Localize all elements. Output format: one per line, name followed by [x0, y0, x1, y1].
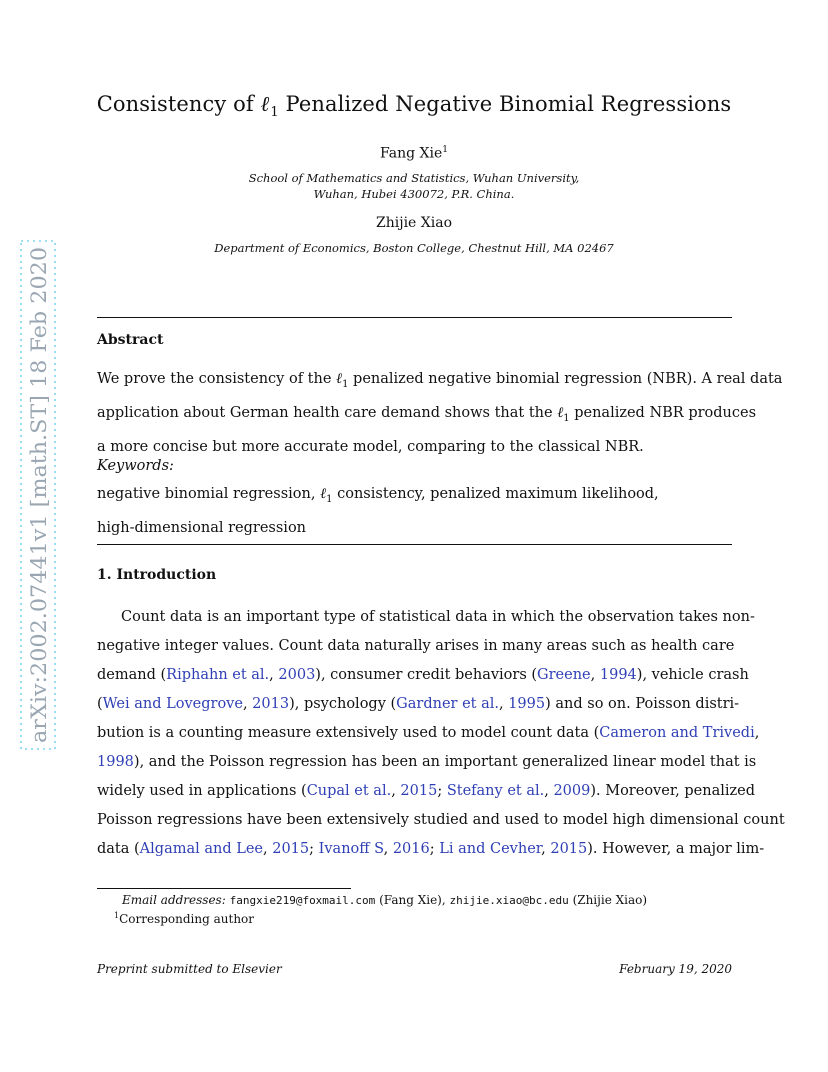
paragraph-text: ,	[263, 841, 273, 857]
citation-link[interactable]: 1998	[97, 754, 134, 770]
citation-link[interactable]: Li and Cevher	[439, 841, 542, 857]
footer-preprint-note: Preprint submitted to Elsevier	[97, 962, 282, 976]
paper-title: Consistency of ℓ$_1$ Penalized Negative Binomial Regressions	[96, 92, 732, 120]
abstract-top-rule	[97, 317, 732, 318]
citation-link[interactable]: 2003	[278, 667, 316, 683]
citation-link[interactable]: 1994	[599, 667, 637, 683]
paragraph-text: Count data is an important type of statistical data in which the observation takes non-	[121, 609, 755, 625]
author-name: Fang Xie$^1$	[379, 145, 448, 162]
paragraph-text: ) and so on. Poisson distri-	[545, 696, 740, 712]
abstract-text: We prove the consistency of the ℓ$_1$ penalized negative binomial regression (NBR). A real data application about German health care demand shows that the ℓ$_1$ penalized NBR produces a more concise but more accurate model, comparing to the classical NBR.	[97, 371, 783, 455]
paragraph-text: ,	[391, 783, 401, 799]
citation-link[interactable]: Algamal and Lee	[139, 841, 264, 857]
citation-link[interactable]: Greene	[537, 667, 591, 683]
paragraph-text: ), vehicle crash	[636, 667, 749, 683]
citation-link[interactable]: Cameron and Trivedi	[599, 725, 755, 741]
author-affiliation: School of Mathematics and Statistics, Wuhan University, Wuhan, Hubei 430072, P.R. China.	[248, 171, 580, 201]
footnote-rule	[97, 888, 351, 889]
paragraph-text: ,	[754, 725, 760, 741]
citation-link[interactable]: Riphahn et al.	[166, 667, 270, 683]
paragraph-line	[97, 690, 740, 719]
author-affiliation: Department of Economics, Boston College, Chestnut Hill, MA 02467	[214, 241, 614, 255]
keywords-label: Keywords:	[97, 458, 174, 474]
paragraph-text: ,	[269, 667, 279, 683]
paragraph-line	[97, 632, 735, 661]
paragraph-text: demand (	[97, 667, 167, 683]
paragraph-text: ,	[498, 696, 509, 712]
paragraph-text: ). Moreover, penalized	[590, 783, 756, 799]
corresponding-author-footnote: $^1$Corresponding author	[114, 911, 255, 926]
paragraph-text: ;	[309, 841, 319, 857]
paragraph-text: ,	[383, 841, 393, 857]
abstract-heading: Abstract	[97, 332, 164, 348]
citation-link[interactable]: Wei and Lovegrove	[102, 696, 243, 712]
author-footnote-marker: 1	[442, 145, 448, 155]
citation-link[interactable]: Stefany et al.	[446, 783, 545, 799]
paragraph-text: ,	[590, 667, 600, 683]
paragraph-text: negative integer values. Count data naturally arises in many areas such as health care	[97, 638, 735, 654]
citation-link[interactable]: 2015	[272, 841, 310, 857]
paragraph-line	[97, 748, 757, 777]
paragraph-line	[97, 777, 756, 806]
keywords-text: negative binomial regression, ℓ$_1$ consistency, penalized maximum likelihood, high-dimensional regression	[97, 486, 659, 536]
arxiv-stamp-text: arXiv:2002.07441v1 [math.ST] 18 Feb 2020	[27, 275, 51, 743]
citation-link[interactable]: 2016	[392, 841, 430, 857]
citation-link[interactable]: Ivanoff S	[318, 841, 384, 857]
paragraph-text: ;	[429, 841, 440, 857]
paragraph-text: ), consumer credit behaviors (	[315, 667, 538, 683]
email-link: fangxie219@foxmail.com	[229, 894, 376, 907]
citation-link[interactable]: 2009	[553, 783, 591, 799]
citation-link[interactable]: 2015	[550, 841, 588, 857]
abstract-bottom-rule	[97, 544, 732, 545]
citation-link[interactable]: 2013	[252, 696, 290, 712]
email-link: zhijie.xiao@bc.edu	[449, 894, 569, 907]
paragraph-text: ,	[541, 841, 551, 857]
paragraph-text: data (	[97, 841, 140, 857]
paragraph-line	[97, 603, 755, 632]
arxiv-stamp	[20, 240, 56, 750]
author-name: Zhijie Xiao	[376, 215, 452, 231]
introduction-text	[97, 603, 785, 864]
paragraph-text: widely used in applications (	[97, 783, 307, 799]
paragraph-line	[97, 661, 749, 690]
citation-link[interactable]: Cupal et al.	[306, 783, 392, 799]
paragraph-line	[97, 806, 785, 835]
section-heading: 1. Introduction	[97, 567, 217, 583]
paragraph-text: Poisson regressions have been extensively studied and used to model high dimensional count	[97, 812, 785, 828]
citation-link[interactable]: 2015	[400, 783, 438, 799]
paragraph-line	[97, 719, 760, 748]
paragraph-text: (	[97, 696, 103, 712]
paragraph-text: ), and the Poisson regression has been an important generalized linear model that is	[133, 754, 757, 770]
paragraph-text: bution is a counting measure extensively used to model count data (	[97, 725, 600, 741]
paragraph-line	[97, 835, 765, 864]
email-footnote: Email addresses: fangxie219@foxmail.com (Fang Xie), zhijie.xiao@bc.edu (Zhijie Xiao)	[122, 893, 648, 907]
paragraph-text: ). However, a major lim-	[587, 841, 765, 857]
paragraph-text: ), psychology (	[289, 696, 397, 712]
citation-link[interactable]: Gardner et al.	[396, 696, 499, 712]
paragraph-text: ;	[437, 783, 447, 799]
paragraph-text: ,	[242, 696, 253, 712]
paragraph-text: ,	[544, 783, 554, 799]
footer-date: February 19, 2020	[619, 962, 732, 976]
citation-link[interactable]: 1995	[508, 696, 546, 712]
